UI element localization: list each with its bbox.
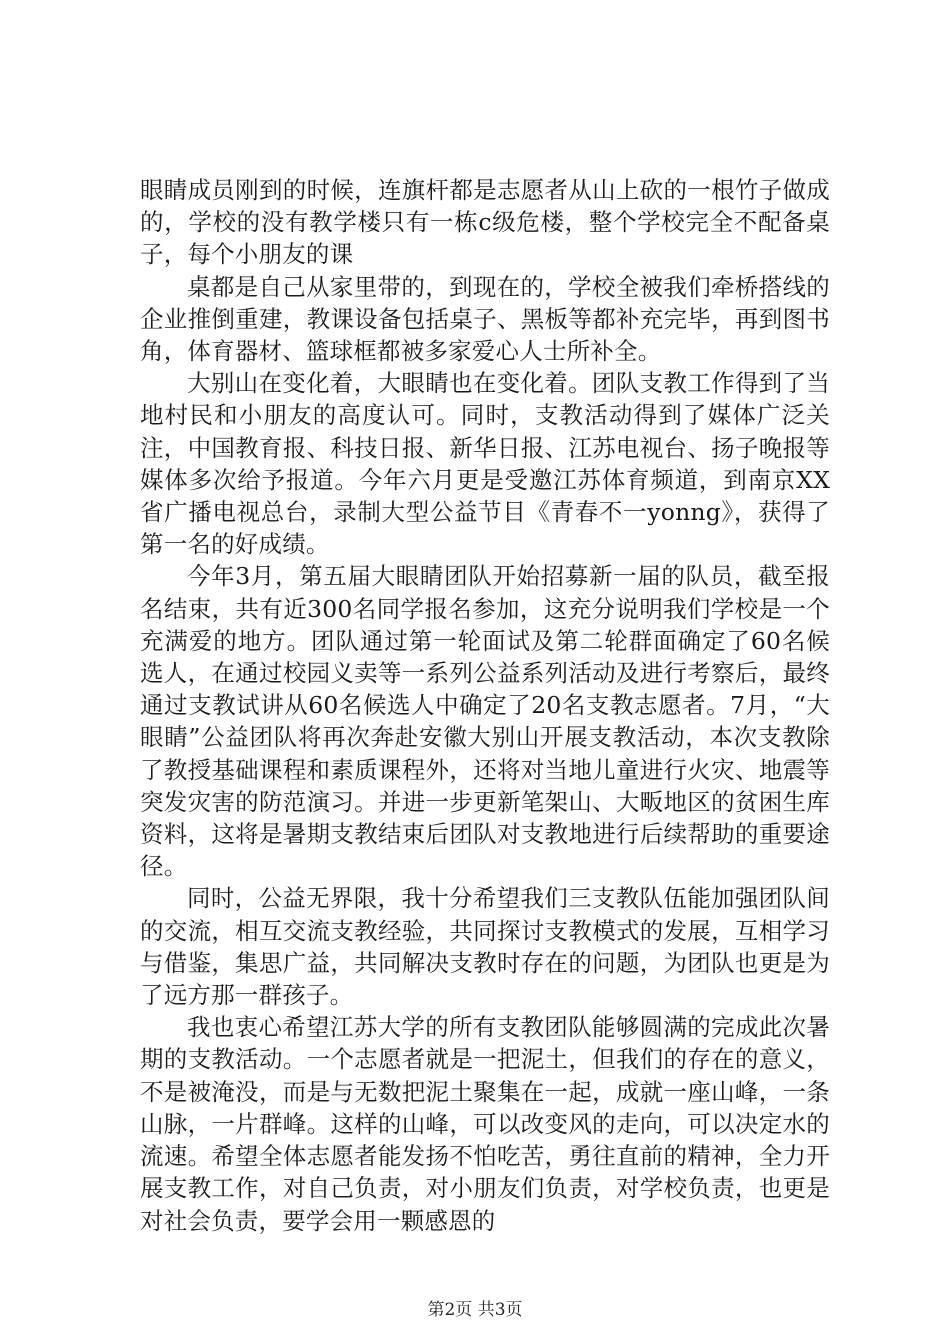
paragraph: 大别山在变化着，大眼睛也在变化着。团队支教工作得到了当地村民和小朋友的高度认可。同时，支教活动得到了媒体广泛关注，中国教育报、科技日报、新华日报、江苏电视台、扬子晚报等媒体多次给予报道。今年六月更是受邀江苏体育频道，到南京XX省广播电视总台，录制大型公益节目《青春不一yonng》，获得了第一名的好成绩。 [140,369,830,559]
page-number-label: 第2页 共3页 [427,1300,523,1320]
document-body [140,174,830,1237]
paragraph: 今年3月，第五届大眼睛团队开始招募新一届的队员，截至报名结束，共有近300名同学报名参加，这充分说明我们学校是一个充满爱的地方。团队通过第一轮面试及第二轮群面确定了60名候选人，在通过校园义卖等一系列公益系列活动及进行考察后，最终通过支教试讲从60名候选人中确定了20名支教志愿者。7月，“大眼睛”公益团队将再次奔赴安徽大别山开展支教活动，本次支教除了教授基础课程和素质课程外，还将对当地儿童进行火灾、地震等突发灾害的防范演习。并进一步更新笔架山、大畈地区的贫困生库资料，这将是暑期支教结束后团队对支教地进行后续帮助的重要途径。 [140,562,830,881]
paragraph-continuation: 眼睛成员刚到的时候，连旗杆都是志愿者从山上砍的一根竹子做成的，学校的没有教学楼只有一栋c级危楼，整个学校完全不配备桌子，每个小朋友的课 [140,176,830,269]
paragraph: 桌都是自己从家里带的，到现在的，学校全被我们牵桥搭线的企业推倒重建，教课设备包括桌子、黑板等都补充完毕，再到图书角，体育器材、篮球框都被多家爱心人士所补全。 [140,272,830,366]
paragraph: 我也衷心希望江苏大学的所有支教团队能够圆满的完成此次暑期的支教活动。一个志愿者就是一把泥土，但我们的存在的意义，不是被淹没，而是与无数把泥土聚集在一起，成就一座山峰，一条山脉，一片群峰。这样的山峰，可以改变风的走向，可以决定水的流速。希望全体志愿者能发扬不怕吃苦，勇往直前的精神，全力开展支教工作，对自己负责，对小朋友们负责，对学校负责，也更是对社会负责，要学会用一颗感恩的 [140,1013,830,1235]
paragraph: 同时，公益无界限，我十分希望我们三支教队伍能加强团队间的交流，相互交流支教经验，共同探讨支教模式的发展，互相学习与借鉴，集思广益，共同解决支教时存在的问题，为团队也更是为了远方那一群孩子。 [140,884,830,1010]
page-footer [0,1300,950,1320]
